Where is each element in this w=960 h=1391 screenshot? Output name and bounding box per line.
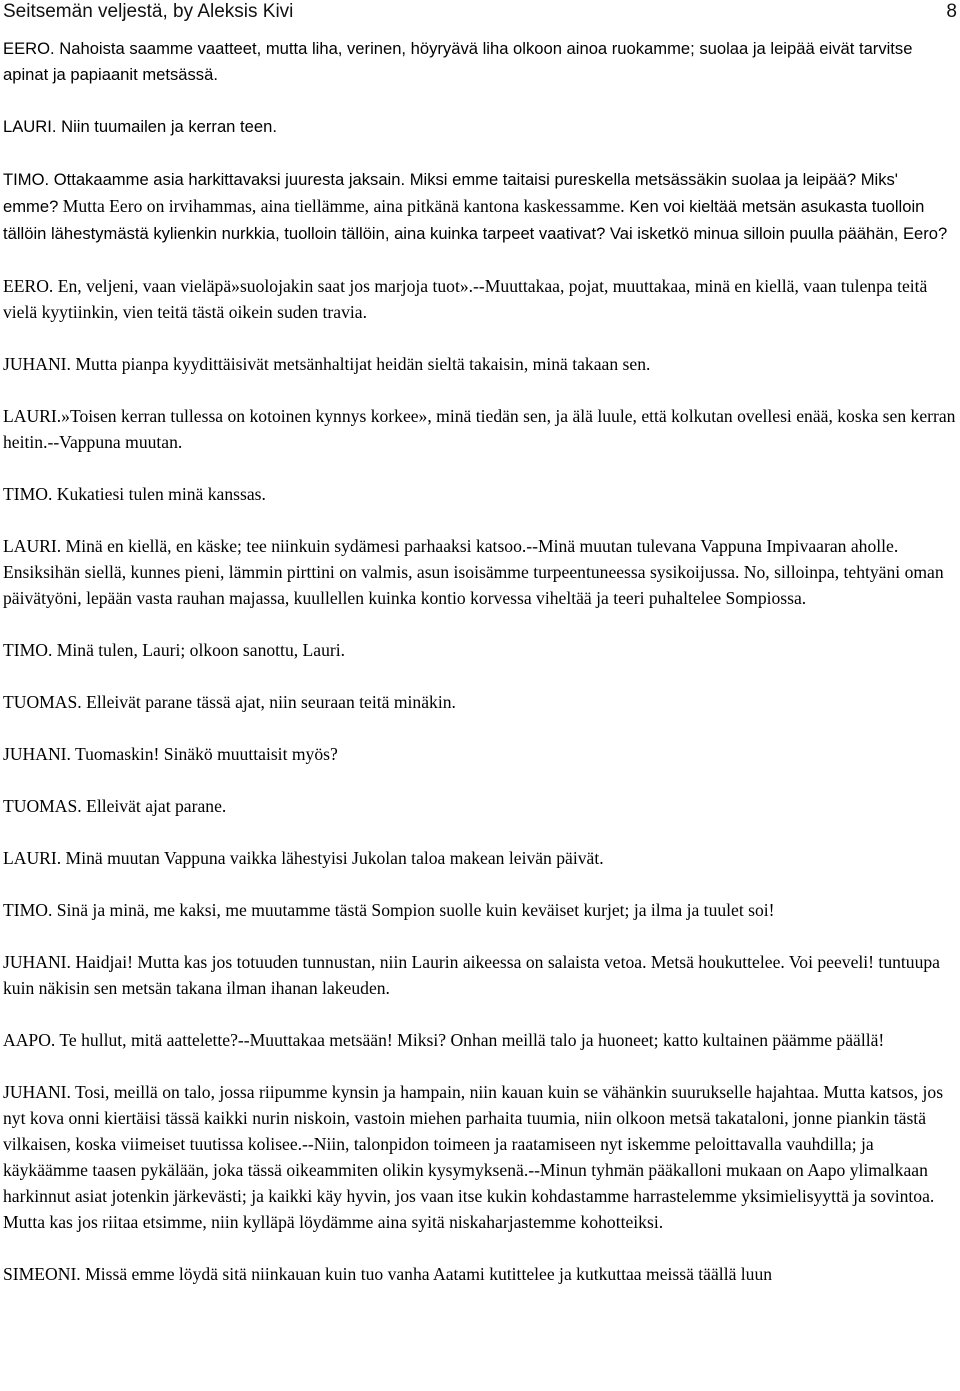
paragraph-timo-3: TIMO. Minä tulen, Lauri; olkoon sanottu, Lauri. xyxy=(3,640,346,660)
paragraph-juhani-1: JUHANI. Mutta pianpa kyydittäisivät metsänhaltijat heidän sieltä takaisin, minä takaan sen. xyxy=(3,354,651,374)
paragraph-timo-2: TIMO. Kukatiesi tulen minä kanssas. xyxy=(3,484,266,504)
book-title: Seitsemän veljestä, by Aleksis Kivi xyxy=(3,1,294,22)
paragraph-lauri-2: LAURI.»Toisen kerran tullessa on kotoinen kynnys korkee», minä tiedän sen, ja älä luule, että kolkutan ovellesi enää, koska sen kerran heitin.--Vappuna muutan. xyxy=(3,406,956,452)
paragraph-timo-1-part-1: TIMO. Ottakaamme asia harkittavaksi juuresta jaksain. Miksi emme taitaisi pureskella metsässäkin suolaa ja leipää? Miks' emme? xyxy=(3,170,898,216)
paragraph-lauri-4: LAURI. Minä muutan Vappuna vaikka lähestyisi Jukolan taloa makean leivän päivät. xyxy=(3,848,604,868)
paragraph-tuomas-2: TUOMAS. Elleivät ajat parane. xyxy=(3,796,227,816)
paragraph-eero-2: EERO. En, veljeni, vaan vieläpä»suolojakin saat jos marjoja tuot».--Muuttakaa, pojat, muuttakaa, minä en kiellä, vaan tulenpa teitä vielä kyytiinkin, vien teitä tästä oikein suden travia. xyxy=(3,276,928,322)
paragraph-simeoni-1: SIMEONI. Missä emme löydä sitä niinkauan kuin tuo vanha Aatami kutittelee ja kutkuttaa meissä täällä luun xyxy=(3,1264,773,1284)
page-content xyxy=(3,36,957,1313)
page-header xyxy=(0,0,960,26)
paragraph-lauri-1: LAURI. Niin tuumailen ja kerran teen. xyxy=(3,117,277,136)
paragraph-eero-1: EERO. Nahoista saamme vaatteet, mutta liha, verinen, höyryävä liha olkoon ainoa ruokamme; suolaa ja leipää eivät tarvitse apinat ja papiaanit metsässä. xyxy=(3,39,913,84)
paragraph-tuomas-1: TUOMAS. Elleivät parane tässä ajat, niin seuraan teitä minäkin. xyxy=(3,692,456,712)
page-number: 8 xyxy=(946,1,957,22)
paragraph-lauri-3: LAURI. Minä en kiellä, en käske; tee niinkuin sydämesi parhaaksi katsoo.--Minä muutan tulevana Vappuna Impivaaran aholle. Ensiksihän siellä, kunnes pieni, lämmin pirttini on valmis, asun isoisämme turpeentuneessa sysikoijussa. No, silloinpa, tehtyäni oman päivätyöni, lepään vasta rauhan majassa, kuullellen kuinka kontio korvessa viheltää ja teeri puhaltelee Sompiossa. xyxy=(3,536,944,608)
paragraph-timo-4: TIMO. Sinä ja minä, me kaksi, me muutamme tästä Sompion suolle kuin keväiset kurjet; ja ilma ja tuulet soi! xyxy=(3,900,775,920)
paragraph-timo-1-part-3: Ken voi kieltää metsän asukasta tuolloin tällöin lähestymästä kylienkin nurkkia, tuolloin tällöin, aina kuinka tarpeet vaativat? Vai isketkö minua silloin puulla päähän, Eero? xyxy=(3,197,948,243)
paragraph-juhani-3: JUHANI. Haidjai! Mutta kas jos totuuden tunnustan, niin Laurin aikeessa on salaista vetoa. Metsä houkuttelee. Voi peeveli! tuntuupa kuin näkisin sen metsän takana ilman ihanan lakeuden. xyxy=(3,952,940,998)
paragraph-juhani-4: JUHANI. Tosi, meillä on talo, jossa riipumme kynsin ja hampain, niin kauan kuin se vähänkin suurukselle hajahtaa. Mutta katsos, jos nyt kova onni kiertäisi tässä kaikki nurin niskoin, vastoin miehen parhaita tuumia, niin olkoon metsä takataloni, jonne piankin tästä vilkaisen, koska viimeiset tuutissa kolisee.--Niin, talonpidon toimeen ja raatamiseen nyt iskemme peloittavalla vauhdilla; ja käykäämme taasen pykälään, joka tässä oikeammiten olikin kysymyksenä.--Minun tyhmän pääkalloni mukaan on Aapo ylimalkaan harkinnut asiat jotenkin järkevästi; ja kaikki käy hyvin, jos vaan itse kukin kohdastamme harrastelemme yksimielisyyttä ja sovintoa. Mutta kas jos riitaa etsimme, niin kylläpä löydämme aina syitä niskaharjastemme kohotteiksi. xyxy=(3,1082,944,1232)
paragraph-timo-1-part-2: Mutta Eero on irvihammas, aina tiellämme, aina pitkänä kantona kaskessamme. xyxy=(58,196,625,216)
paragraph-aapo-1: AAPO. Te hullut, mitä aattelette?--Muuttakaa metsään! Miksi? Onhan meillä talo ja huoneet; katto kultainen päämme päällä! xyxy=(3,1030,885,1050)
paragraph-timo-1 xyxy=(3,166,957,247)
paragraph-juhani-2: JUHANI. Tuomaskin! Sinäkö muuttaisit myös? xyxy=(3,744,338,764)
